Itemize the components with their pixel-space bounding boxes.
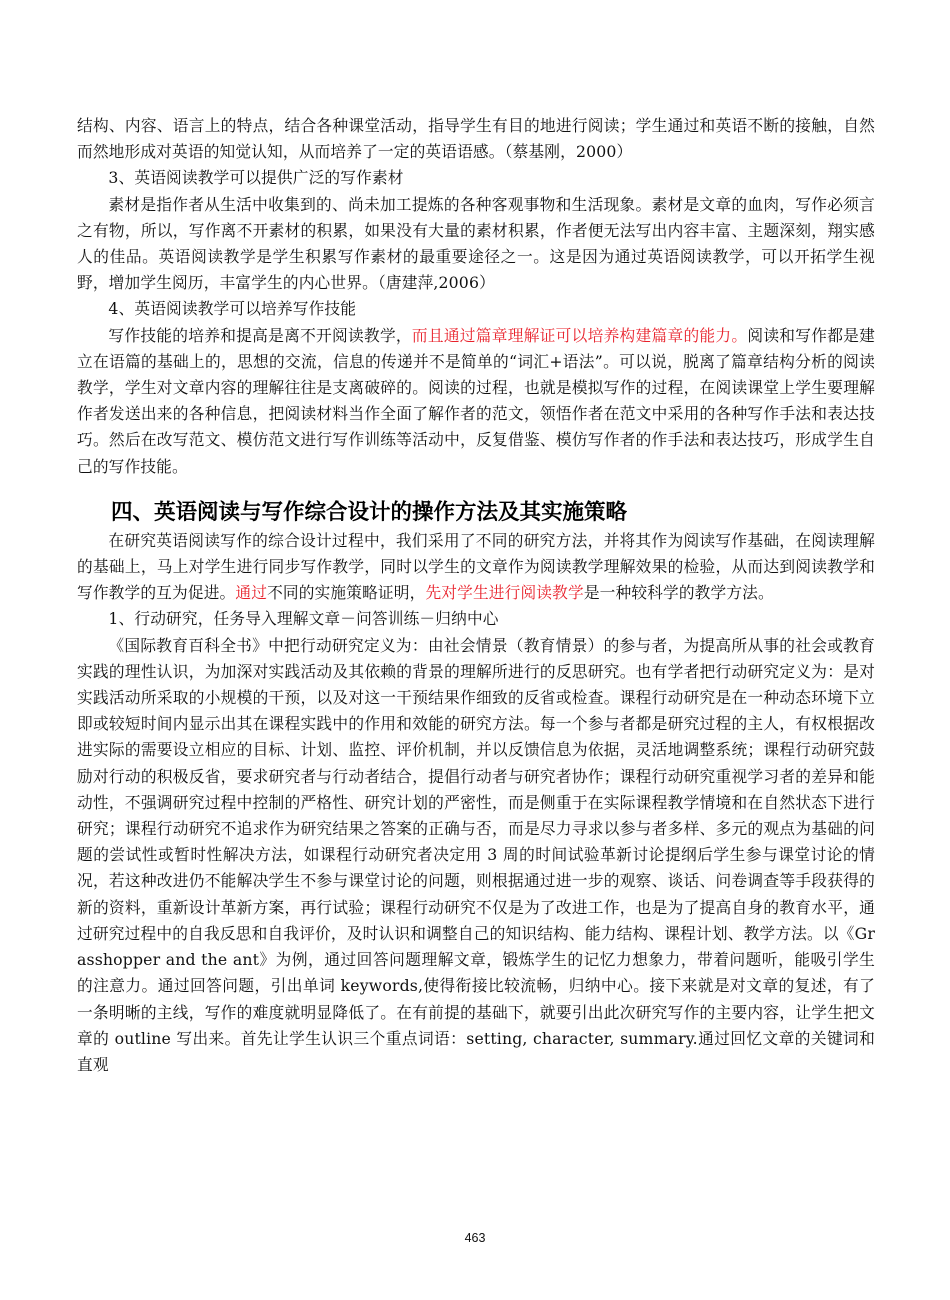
paragraph-text: 在研究英语阅读写作的综合设计过程中，我们采用了不同的研究方法，并将其作为阅读写作基础，在阅读理解的基础上，马上对学生进行同步写作教学，同时以学生的文章作为阅读教学理解效果的检验，从而达到阅读教学和写作教学的互为促进。 (77, 530, 875, 603)
highlighted-text: 通过 (235, 583, 268, 603)
document-body (77, 113, 875, 1078)
section-heading: 四、英语阅读与写作综合设计的操作方法及其实施策略 (111, 499, 628, 525)
paragraph-continued: 结构、内容、语言上的特点，结合各种课堂活动，指导学生有目的地进行阅读；学生通过和英语不断的接触，自然而然地形成对英语的知觉认知，从而培养了一定的英语语感。（蔡基刚，2000） (77, 116, 875, 162)
paragraph-text: 是一种较科学的教学方法。 (583, 583, 774, 603)
paragraph-text: 不同的实施策略证明， (267, 583, 426, 603)
subheading-1: 1、行动研究，任务导入理解文章－问答训练－归纳中心 (108, 609, 499, 629)
paragraph-writing-skills (77, 323, 875, 480)
paragraph-research-methods (77, 528, 875, 607)
subheading-4: 4、英语阅读教学可以培养写作技能 (108, 299, 357, 319)
paragraph-text: 写作技能的培养和提高是离不开阅读教学， (108, 325, 412, 345)
highlighted-text: 先对学生进行阅读教学 (425, 583, 584, 603)
page-number: 463 (464, 1231, 486, 1245)
paragraph-materials: 素材是指作者从生活中收集到的、尚未加工提炼的各种客观事物和生活现象。素材是文章的血肉，写作必须言之有物，所以，写作离不开素材的积累，如果没有大量的素材积累，作者便无法写出内容丰富、主题深刻，翔实感人的佳品。英语阅读教学是学生积累写作素材的最重要途径之一。这是因为通过英语阅读教学，可以开拓学生视野，增加学生阅历，丰富学生的内心世界。（唐建萍,2006） (77, 194, 875, 293)
subheading-3: 3、英语阅读教学可以提供广泛的写作素材 (108, 168, 404, 188)
paragraph-text: 阅读和写作都是建立在语篇的基础上的，思想的交流，信息的传递并不是简单的“词汇+语法”。可以说，脱离了篇章结构分析的阅读教学，学生对文章内容的理解往往是支离破碎的。阅读的过程，也就是模拟写作的过程，在阅读课堂上学生要理解作者发送出来的各种信息，把阅读材料当作全面了解作者的范文，领悟作者在范文中采用的各种写作手法和表达技巧。然后在改写范文、模仿范文进行写作训练等活动中，反复借鉴、模仿写作者的作手法和表达技巧，形成学生自己的写作技能。 (77, 325, 875, 476)
highlighted-text: 而且通过篇章理解证可以培养构建篇章的能力。 (411, 325, 748, 345)
paragraph-action-research: 《国际教育百科全书》中把行动研究定义为：由社会情景（教育情景）的参与者，为提高所从事的社会或教育实践的理性认识，为加深对实践活动及其依赖的背景的理解所进行的反思研究。也有学者把行动研究定义为：是对实践活动所采取的小规模的干预，以及对这一干预结果作细致的反省或检查。课程行动研究是在一种动态环境下立即或较短时间内显示出其在课程实践中的作用和效能的研究方法。每一个参与者都是研究过程的主人，有权根据改进实际的需要设立相应的目标、计划、监控、评价机制，并以反馈信息为依据，灵活地调整系统；课程行动研究鼓励对行动的积极反省，要求研究者与行动者结合，提倡行动者与研究者协作；课程行动研究重视学习者的差异和能动性，不强调研究过程中控制的严格性、研究计划的严密性，而是侧重于在实际课程教学情境和在自然状态下进行研究；课程行动研究不追求作为研究结果之答案的正确与否，而是尽力寻求以参与者多样、多元的观点为基础的问题的尝试性或暂时性解决方法，如课程行动研究者决定用 3 周的时间试验革新讨论提纲后学生参与课堂讨论的情况，若这种改进仍不能解决学生不参与课堂讨论的问题，则根据通过进一步的观察、谈话、问卷调查等手段获得的新的资料，重新设计革新方案，再行试验；课程行动研究不仅是为了改进工作，也是为了提高自身的教育水平，通过研究过程中的自我反思和自我评价，及时认识和调整自己的知识结构、能力结构、课程计划、教学方法。以《Grasshopper and the ant》为例，通过回答问题理解文章，锻炼学生的记忆力想象力，带着问题听，能吸引学生的注意力。通过回答问题，引出单词 keywords,使得衔接比较流畅，归纳中心。接下来就是对文章的复述，有了一条明晰的主线，写作的难度就明显降低了。在有前提的基础下，就要引出此次研究写作的主要内容，让学生把文章的 outline 写出来。首先让学生认识三个重点词语：setting, character, summary.通过回忆文章的关键词和直观 (77, 635, 875, 1074)
